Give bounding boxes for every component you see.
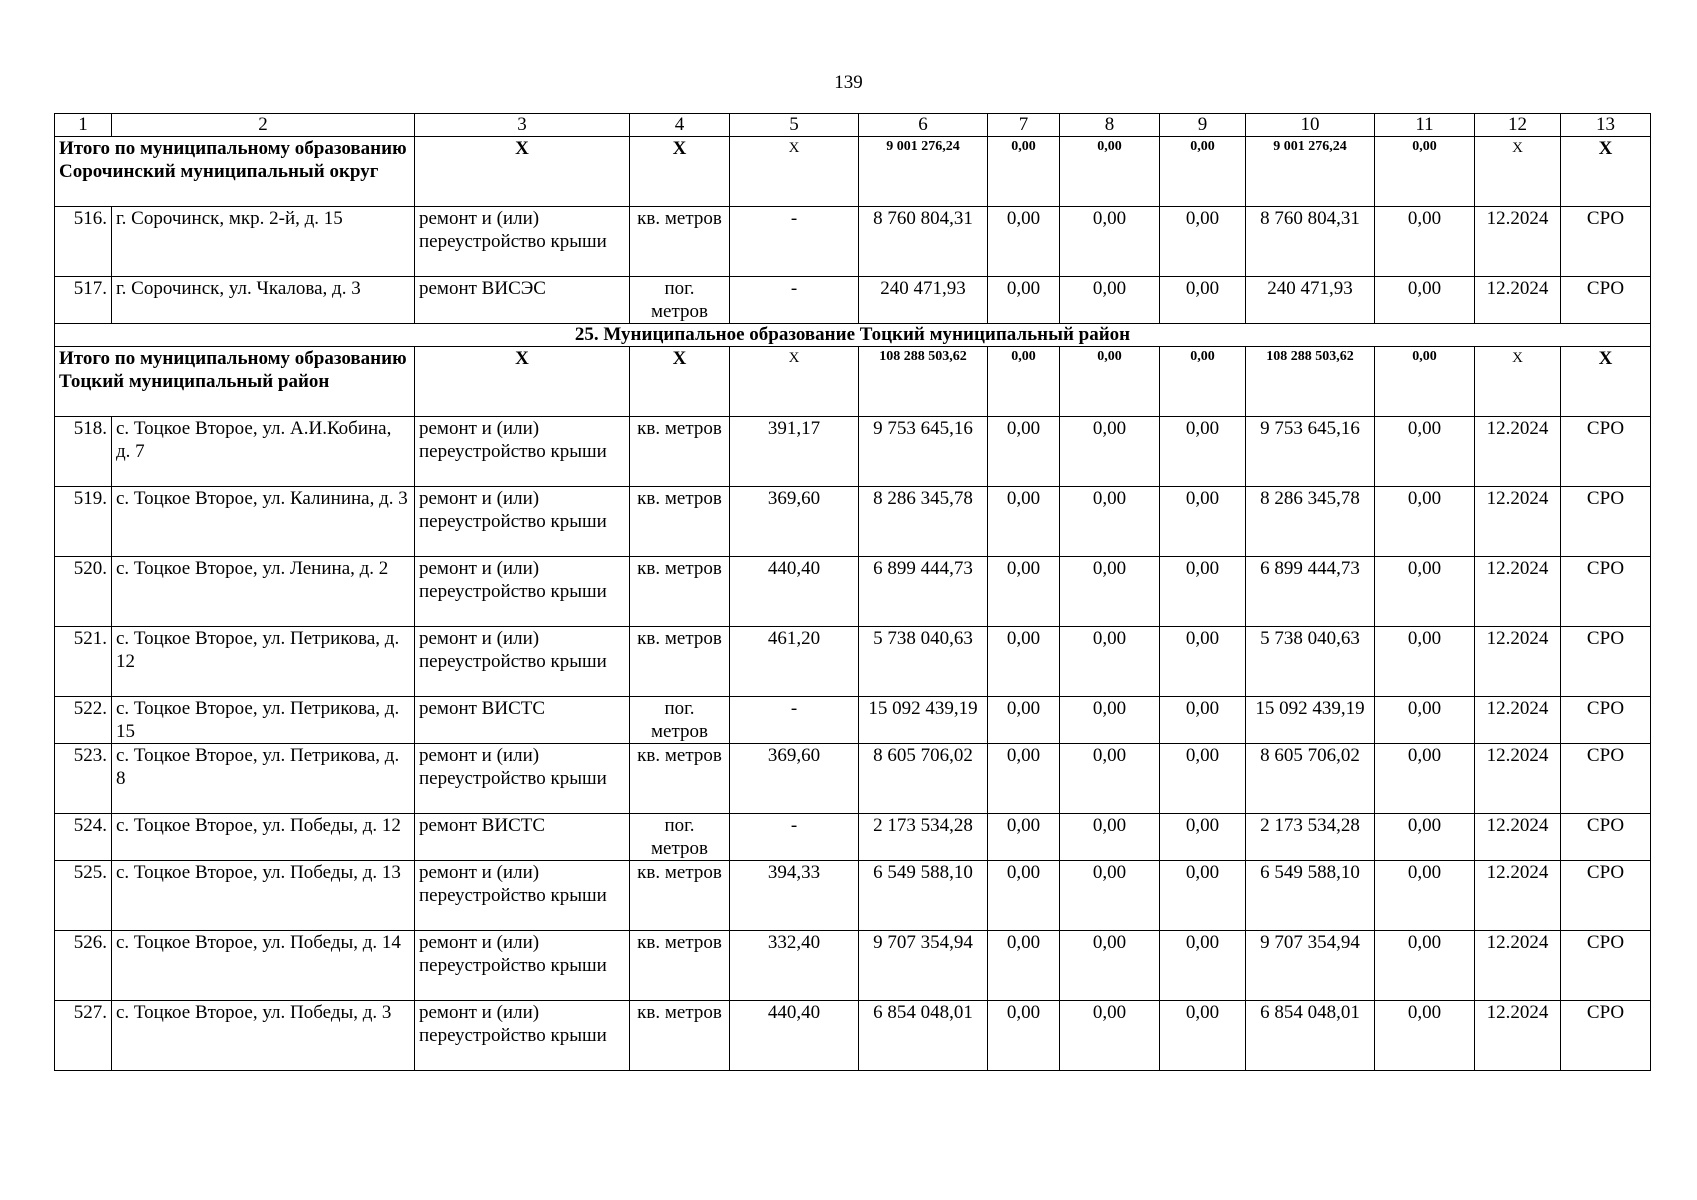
total-cost-cell: 8 605 706,02 [859, 744, 988, 814]
total-row-totsky [55, 347, 1651, 417]
total-cell: X [415, 137, 630, 207]
total-cell: 9 001 276,24 [1246, 137, 1375, 207]
total-cost-cell: 15 092 439,19 [859, 697, 988, 744]
table-row [55, 557, 1651, 627]
area-cell: 332,40 [730, 931, 859, 1001]
total-label: Итого по муниципальному образованию Тоцкий муниципальный район [55, 347, 415, 417]
page-number: 139 [834, 72, 863, 93]
category-cell: СРО [1561, 557, 1651, 627]
area-cell: 391,17 [730, 417, 859, 487]
value-cell: 0,00 [1160, 207, 1246, 277]
value-cell: 0,00 [988, 1001, 1060, 1071]
unit-cell: кв. метров [630, 207, 730, 277]
area-cell: 440,40 [730, 1001, 859, 1071]
work-type-cell: ремонт и (или) переустройство крыши [415, 931, 630, 1001]
col-header-11: 11 [1375, 114, 1475, 137]
value-cell: 5 738 040,63 [1246, 627, 1375, 697]
value-cell: 0,00 [988, 417, 1060, 487]
deadline-cell: 12.2024 [1475, 744, 1561, 814]
value-cell: 0,00 [988, 697, 1060, 744]
row-number: 518. [55, 417, 112, 487]
deadline-cell: 12.2024 [1475, 417, 1561, 487]
value-cell: 0,00 [1375, 557, 1475, 627]
total-cost-cell: 240 471,93 [859, 277, 988, 324]
col-header-13: 13 [1561, 114, 1651, 137]
table-row [55, 487, 1651, 557]
deadline-cell: 12.2024 [1475, 627, 1561, 697]
row-number: 525. [55, 861, 112, 931]
value-cell: 8 286 345,78 [1246, 487, 1375, 557]
table-row [55, 417, 1651, 487]
value-cell: 0,00 [1060, 931, 1160, 1001]
total-cell: 108 288 503,62 [859, 347, 988, 417]
total-cost-cell: 9 707 354,94 [859, 931, 988, 1001]
total-cell: X [730, 137, 859, 207]
total-cell: 0,00 [1160, 137, 1246, 207]
category-cell: СРО [1561, 697, 1651, 744]
address-cell: с. Тоцкое Второе, ул. Ленина, д. 2 [112, 557, 415, 627]
value-cell: 0,00 [1375, 814, 1475, 861]
value-cell: 0,00 [1160, 627, 1246, 697]
value-cell: 0,00 [988, 557, 1060, 627]
total-cell: 0,00 [988, 347, 1060, 417]
work-type-cell: ремонт и (или) переустройство крыши [415, 417, 630, 487]
total-cell: 0,00 [1060, 137, 1160, 207]
table-row [55, 814, 1651, 861]
value-cell: 9 707 354,94 [1246, 931, 1375, 1001]
row-number: 519. [55, 487, 112, 557]
total-cost-cell: 8 286 345,78 [859, 487, 988, 557]
deadline-cell: 12.2024 [1475, 697, 1561, 744]
row-number: 522. [55, 697, 112, 744]
table-row [55, 1001, 1651, 1071]
value-cell: 6 854 048,01 [1246, 1001, 1375, 1071]
total-cost-cell: 2 173 534,28 [859, 814, 988, 861]
section-title-row [55, 324, 1651, 347]
row-number: 521. [55, 627, 112, 697]
total-row-sorochinsk [55, 137, 1651, 207]
category-cell: СРО [1561, 417, 1651, 487]
col-header-6: 6 [859, 114, 988, 137]
unit-cell: кв. метров [630, 931, 730, 1001]
value-cell: 0,00 [988, 744, 1060, 814]
value-cell: 0,00 [1375, 627, 1475, 697]
address-cell: с. Тоцкое Второе, ул. Петрикова, д. 15 [112, 697, 415, 744]
area-cell: 369,60 [730, 487, 859, 557]
area-cell: - [730, 277, 859, 324]
address-cell: с. Тоцкое Второе, ул. Калинина, д. 3 [112, 487, 415, 557]
value-cell: 9 753 645,16 [1246, 417, 1375, 487]
total-cell: X [1561, 137, 1651, 207]
address-cell: г. Сорочинск, мкр. 2-й, д. 15 [112, 207, 415, 277]
column-number-row [55, 114, 1651, 137]
area-cell: 461,20 [730, 627, 859, 697]
category-cell: СРО [1561, 207, 1651, 277]
total-cell: X [415, 347, 630, 417]
address-cell: с. Тоцкое Второе, ул. Победы, д. 3 [112, 1001, 415, 1071]
address-cell: г. Сорочинск, ул. Чкалова, д. 3 [112, 277, 415, 324]
value-cell: 0,00 [988, 487, 1060, 557]
value-cell: 0,00 [1060, 814, 1160, 861]
row-number: 520. [55, 557, 112, 627]
area-cell: - [730, 697, 859, 744]
value-cell: 0,00 [988, 814, 1060, 861]
value-cell: 0,00 [1060, 417, 1160, 487]
value-cell: 0,00 [988, 207, 1060, 277]
unit-cell: пог. метров [630, 697, 730, 744]
category-cell: СРО [1561, 814, 1651, 861]
value-cell: 0,00 [1160, 861, 1246, 931]
work-type-cell: ремонт и (или) переустройство крыши [415, 557, 630, 627]
total-cell: 0,00 [1375, 137, 1475, 207]
work-type-cell: ремонт и (или) переустройство крыши [415, 627, 630, 697]
total-cell: 0,00 [988, 137, 1060, 207]
value-cell: 0,00 [1060, 557, 1160, 627]
total-cell: 9 001 276,24 [859, 137, 988, 207]
value-cell: 0,00 [1160, 417, 1246, 487]
value-cell: 0,00 [988, 861, 1060, 931]
area-cell: 440,40 [730, 557, 859, 627]
value-cell: 0,00 [1375, 744, 1475, 814]
row-number: 516. [55, 207, 112, 277]
value-cell: 0,00 [1375, 1001, 1475, 1071]
table-body [55, 114, 1651, 1071]
unit-cell: кв. метров [630, 744, 730, 814]
deadline-cell: 12.2024 [1475, 277, 1561, 324]
deadline-cell: 12.2024 [1475, 931, 1561, 1001]
value-cell: 0,00 [1060, 1001, 1160, 1071]
address-cell: с. Тоцкое Второе, ул. Победы, д. 14 [112, 931, 415, 1001]
row-number: 517. [55, 277, 112, 324]
work-type-cell: ремонт и (или) переустройство крыши [415, 487, 630, 557]
total-cell: 108 288 503,62 [1246, 347, 1375, 417]
value-cell: 6 549 588,10 [1246, 861, 1375, 931]
value-cell: 2 173 534,28 [1246, 814, 1375, 861]
col-header-9: 9 [1160, 114, 1246, 137]
total-cost-cell: 6 854 048,01 [859, 1001, 988, 1071]
value-cell: 0,00 [1060, 487, 1160, 557]
col-header-8: 8 [1060, 114, 1160, 137]
work-type-cell: ремонт ВИСТС [415, 697, 630, 744]
value-cell: 0,00 [1375, 417, 1475, 487]
value-cell: 0,00 [1375, 207, 1475, 277]
value-cell: 8 760 804,31 [1246, 207, 1375, 277]
total-cost-cell: 6 549 588,10 [859, 861, 988, 931]
value-cell: 240 471,93 [1246, 277, 1375, 324]
table-row [55, 931, 1651, 1001]
row-number: 527. [55, 1001, 112, 1071]
work-type-cell: ремонт ВИСТС [415, 814, 630, 861]
area-cell: - [730, 207, 859, 277]
total-cell: X [630, 347, 730, 417]
value-cell: 0,00 [1160, 487, 1246, 557]
value-cell: 0,00 [1160, 744, 1246, 814]
category-cell: СРО [1561, 861, 1651, 931]
total-cost-cell: 8 760 804,31 [859, 207, 988, 277]
value-cell: 8 605 706,02 [1246, 744, 1375, 814]
value-cell: 0,00 [1375, 931, 1475, 1001]
category-cell: СРО [1561, 487, 1651, 557]
value-cell: 0,00 [1160, 557, 1246, 627]
table-row [55, 207, 1651, 277]
address-cell: с. Тоцкое Второе, ул. Победы, д. 13 [112, 861, 415, 931]
total-cell: 0,00 [1060, 347, 1160, 417]
row-number: 526. [55, 931, 112, 1001]
deadline-cell: 12.2024 [1475, 557, 1561, 627]
address-cell: с. Тоцкое Второе, ул. Петрикова, д. 12 [112, 627, 415, 697]
col-header-2: 2 [112, 114, 415, 137]
unit-cell: кв. метров [630, 1001, 730, 1071]
unit-cell: пог. метров [630, 814, 730, 861]
value-cell: 0,00 [988, 627, 1060, 697]
category-cell: СРО [1561, 931, 1651, 1001]
col-header-5: 5 [730, 114, 859, 137]
unit-cell: кв. метров [630, 627, 730, 697]
table-row [55, 627, 1651, 697]
value-cell: 0,00 [1375, 277, 1475, 324]
total-cell: X [1475, 347, 1561, 417]
unit-cell: кв. метров [630, 417, 730, 487]
value-cell: 0,00 [1060, 207, 1160, 277]
value-cell: 0,00 [988, 277, 1060, 324]
value-cell: 0,00 [988, 931, 1060, 1001]
table-row [55, 697, 1651, 744]
value-cell: 0,00 [1375, 697, 1475, 744]
col-header-3: 3 [415, 114, 630, 137]
area-cell: 394,33 [730, 861, 859, 931]
unit-cell: пог. метров [630, 277, 730, 324]
col-header-10: 10 [1246, 114, 1375, 137]
work-type-cell: ремонт ВИСЭС [415, 277, 630, 324]
value-cell: 0,00 [1060, 277, 1160, 324]
value-cell: 0,00 [1160, 1001, 1246, 1071]
value-cell: 0,00 [1060, 697, 1160, 744]
unit-cell: кв. метров [630, 557, 730, 627]
section-title: 25. Муниципальное образование Тоцкий муниципальный район [55, 324, 1651, 347]
address-cell: с. Тоцкое Второе, ул. А.И.Кобина, д. 7 [112, 417, 415, 487]
work-type-cell: ремонт и (или) переустройство крыши [415, 207, 630, 277]
total-cell: 0,00 [1375, 347, 1475, 417]
row-number: 523. [55, 744, 112, 814]
table-row [55, 277, 1651, 324]
total-cell: X [1475, 137, 1561, 207]
col-header-4: 4 [630, 114, 730, 137]
value-cell: 0,00 [1160, 277, 1246, 324]
deadline-cell: 12.2024 [1475, 487, 1561, 557]
value-cell: 0,00 [1060, 744, 1160, 814]
total-cell: X [630, 137, 730, 207]
col-header-7: 7 [988, 114, 1060, 137]
area-cell: - [730, 814, 859, 861]
value-cell: 6 899 444,73 [1246, 557, 1375, 627]
deadline-cell: 12.2024 [1475, 861, 1561, 931]
value-cell: 0,00 [1160, 814, 1246, 861]
value-cell: 0,00 [1375, 861, 1475, 931]
table-row [55, 744, 1651, 814]
unit-cell: кв. метров [630, 861, 730, 931]
unit-cell: кв. метров [630, 487, 730, 557]
total-cost-cell: 6 899 444,73 [859, 557, 988, 627]
category-cell: СРО [1561, 1001, 1651, 1071]
value-cell: 0,00 [1060, 861, 1160, 931]
total-label: Итого по муниципальному образованию Сорочинский муниципальный округ [55, 137, 415, 207]
deadline-cell: 12.2024 [1475, 1001, 1561, 1071]
total-cell: X [730, 347, 859, 417]
row-number: 524. [55, 814, 112, 861]
category-cell: СРО [1561, 744, 1651, 814]
address-cell: с. Тоцкое Второе, ул. Победы, д. 12 [112, 814, 415, 861]
value-cell: 0,00 [1160, 697, 1246, 744]
value-cell: 15 092 439,19 [1246, 697, 1375, 744]
col-header-12: 12 [1475, 114, 1561, 137]
value-cell: 0,00 [1060, 627, 1160, 697]
table-row [55, 861, 1651, 931]
total-cell: X [1561, 347, 1651, 417]
work-type-cell: ремонт и (или) переустройство крыши [415, 1001, 630, 1071]
repair-program-table [54, 113, 1651, 1071]
total-cost-cell: 9 753 645,16 [859, 417, 988, 487]
col-header-1: 1 [55, 114, 112, 137]
value-cell: 0,00 [1375, 487, 1475, 557]
category-cell: СРО [1561, 277, 1651, 324]
category-cell: СРО [1561, 627, 1651, 697]
deadline-cell: 12.2024 [1475, 814, 1561, 861]
total-cost-cell: 5 738 040,63 [859, 627, 988, 697]
value-cell: 0,00 [1160, 931, 1246, 1001]
work-type-cell: ремонт и (или) переустройство крыши [415, 744, 630, 814]
deadline-cell: 12.2024 [1475, 207, 1561, 277]
area-cell: 369,60 [730, 744, 859, 814]
total-cell: 0,00 [1160, 347, 1246, 417]
work-type-cell: ремонт и (или) переустройство крыши [415, 861, 630, 931]
address-cell: с. Тоцкое Второе, ул. Петрикова, д. 8 [112, 744, 415, 814]
